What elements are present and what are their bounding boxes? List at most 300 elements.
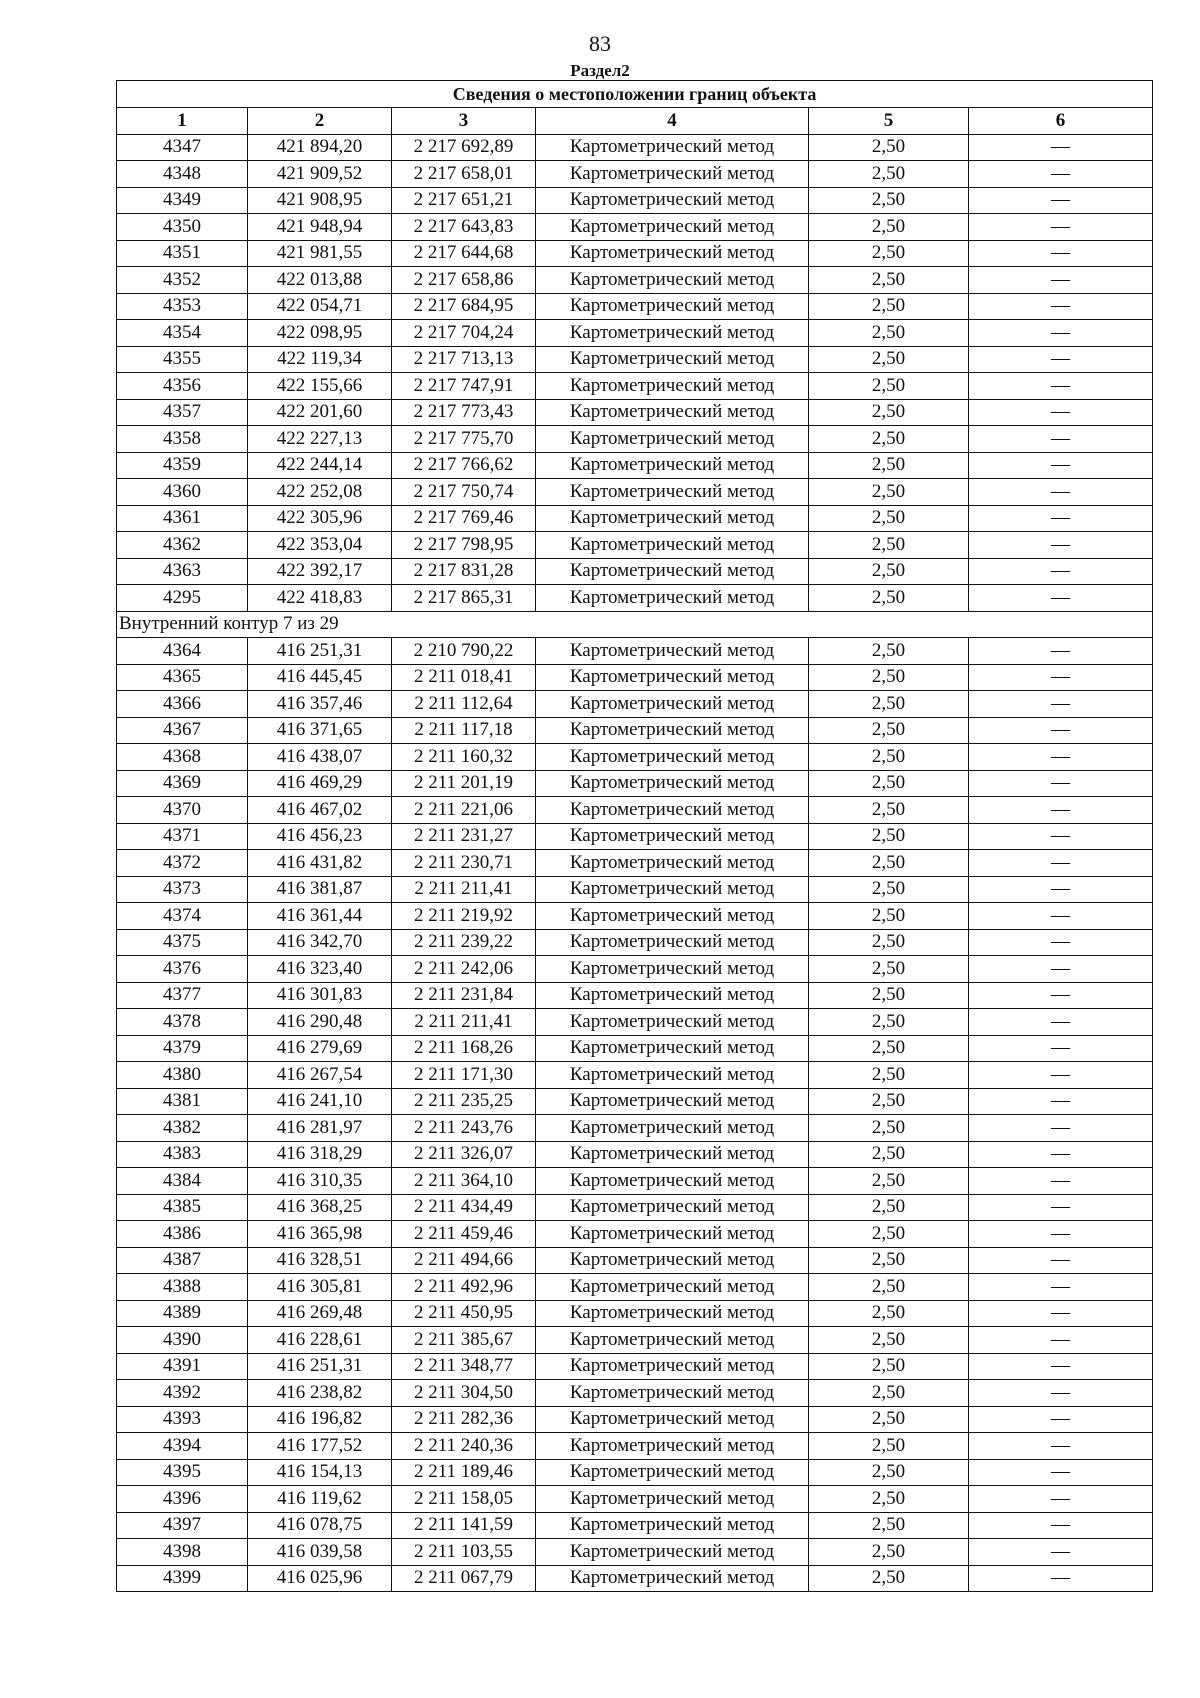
accuracy-cell: 2,50 [809, 161, 969, 188]
table-row [117, 1062, 1153, 1089]
method-cell: Картометрический метод [536, 929, 809, 956]
point-number-cell: 4364 [117, 638, 248, 665]
description-cell: — [969, 1221, 1153, 1248]
accuracy-cell: 2,50 [809, 293, 969, 320]
accuracy-cell: 2,50 [809, 585, 969, 612]
method-cell: Картометрический метод [536, 1433, 809, 1460]
method-cell: Картометрический метод [536, 320, 809, 347]
method-cell: Картометрический метод [536, 240, 809, 267]
coordinate-x-cell: 416 469,29 [248, 770, 392, 797]
table-row [117, 929, 1153, 956]
coordinate-y-cell: 2 211 221,06 [392, 797, 536, 824]
description-cell: — [969, 823, 1153, 850]
table-row [117, 585, 1153, 612]
coordinate-x-cell: 422 353,04 [248, 532, 392, 559]
accuracy-cell: 2,50 [809, 1168, 969, 1195]
table-row [117, 1565, 1153, 1592]
table-row [117, 1353, 1153, 1380]
coordinate-y-cell: 2 217 644,68 [392, 240, 536, 267]
point-number-cell: 4350 [117, 214, 248, 241]
table-row [117, 346, 1153, 373]
table-row [117, 903, 1153, 930]
description-cell: — [969, 585, 1153, 612]
coordinate-x-cell: 422 119,34 [248, 346, 392, 373]
coordinate-x-cell: 416 323,40 [248, 956, 392, 983]
accuracy-cell: 2,50 [809, 1353, 969, 1380]
coordinate-y-cell: 2 211 158,05 [392, 1486, 536, 1513]
coordinate-x-cell: 416 357,46 [248, 691, 392, 718]
table-row [117, 1380, 1153, 1407]
accuracy-cell: 2,50 [809, 1565, 969, 1592]
coordinate-y-cell: 2 211 141,59 [392, 1512, 536, 1539]
point-number-cell: 4390 [117, 1327, 248, 1354]
coordinate-x-cell: 416 251,31 [248, 1353, 392, 1380]
point-number-cell: 4362 [117, 532, 248, 559]
description-cell: — [969, 744, 1153, 771]
coordinate-y-cell: 2 211 240,36 [392, 1433, 536, 1460]
method-cell: Картометрический метод [536, 1512, 809, 1539]
method-cell: Картометрический метод [536, 638, 809, 665]
coordinate-x-cell: 416 154,13 [248, 1459, 392, 1486]
coordinate-x-cell: 422 305,96 [248, 505, 392, 532]
description-cell: — [969, 1035, 1153, 1062]
coordinate-y-cell: 2 211 304,50 [392, 1380, 536, 1407]
table-row [117, 1115, 1153, 1142]
description-cell: — [969, 558, 1153, 585]
method-cell: Картометрический метод [536, 1274, 809, 1301]
description-cell: — [969, 717, 1153, 744]
accuracy-cell: 2,50 [809, 1062, 969, 1089]
table-caption: Сведения о местоположении границ объекта [117, 81, 1153, 108]
description-cell: — [969, 1115, 1153, 1142]
table-row [117, 1247, 1153, 1274]
method-cell: Картометрический метод [536, 1141, 809, 1168]
accuracy-cell: 2,50 [809, 691, 969, 718]
coordinate-x-cell: 416 368,25 [248, 1194, 392, 1221]
coordinate-x-cell: 416 305,81 [248, 1274, 392, 1301]
coordinate-x-cell: 422 227,13 [248, 426, 392, 453]
description-cell: — [969, 399, 1153, 426]
point-number-cell: 4381 [117, 1088, 248, 1115]
coordinate-y-cell: 2 211 231,84 [392, 982, 536, 1009]
coordinate-y-cell: 2 217 684,95 [392, 293, 536, 320]
point-number-cell: 4367 [117, 717, 248, 744]
accuracy-cell: 2,50 [809, 452, 969, 479]
coordinate-x-cell: 416 445,45 [248, 664, 392, 691]
accuracy-cell: 2,50 [809, 823, 969, 850]
description-cell: — [969, 479, 1153, 506]
coordinate-y-cell: 2 211 067,79 [392, 1565, 536, 1592]
accuracy-cell: 2,50 [809, 267, 969, 294]
point-number-cell: 4349 [117, 187, 248, 214]
accuracy-cell: 2,50 [809, 1512, 969, 1539]
table-row [117, 373, 1153, 400]
description-cell: — [969, 293, 1153, 320]
point-number-cell: 4378 [117, 1009, 248, 1036]
method-cell: Картометрический метод [536, 1168, 809, 1195]
description-cell: — [969, 452, 1153, 479]
contour-label: Внутренний контур 7 из 29 [117, 611, 1153, 638]
description-cell: — [969, 956, 1153, 983]
accuracy-cell: 2,50 [809, 982, 969, 1009]
coordinate-x-cell: 421 981,55 [248, 240, 392, 267]
method-cell: Картометрический метод [536, 717, 809, 744]
method-cell: Картометрический метод [536, 1539, 809, 1566]
description-cell: — [969, 1194, 1153, 1221]
accuracy-cell: 2,50 [809, 1300, 969, 1327]
table-row [117, 426, 1153, 453]
coordinate-y-cell: 2 210 790,22 [392, 638, 536, 665]
accuracy-cell: 2,50 [809, 797, 969, 824]
table-row [117, 691, 1153, 718]
contour-row [117, 611, 1153, 638]
coordinate-x-cell: 416 281,97 [248, 1115, 392, 1142]
method-cell: Картометрический метод [536, 558, 809, 585]
method-cell: Картометрический метод [536, 1221, 809, 1248]
coordinate-y-cell: 2 211 243,76 [392, 1115, 536, 1142]
point-number-cell: 4351 [117, 240, 248, 267]
table-row [117, 240, 1153, 267]
accuracy-cell: 2,50 [809, 929, 969, 956]
accuracy-cell: 2,50 [809, 187, 969, 214]
point-number-cell: 4386 [117, 1221, 248, 1248]
description-cell: — [969, 187, 1153, 214]
accuracy-cell: 2,50 [809, 1194, 969, 1221]
coordinate-y-cell: 2 217 775,70 [392, 426, 536, 453]
description-cell: — [969, 1565, 1153, 1592]
method-cell: Картометрический метод [536, 346, 809, 373]
table-row [117, 1141, 1153, 1168]
column-number: 6 [969, 108, 1153, 135]
method-cell: Картометрический метод [536, 1115, 809, 1142]
point-number-cell: 4384 [117, 1168, 248, 1195]
description-cell: — [969, 1512, 1153, 1539]
accuracy-cell: 2,50 [809, 426, 969, 453]
point-number-cell: 4391 [117, 1353, 248, 1380]
coordinate-x-cell: 416 290,48 [248, 1009, 392, 1036]
point-number-cell: 4366 [117, 691, 248, 718]
accuracy-cell: 2,50 [809, 479, 969, 506]
accuracy-cell: 2,50 [809, 1009, 969, 1036]
table-row [117, 664, 1153, 691]
coordinate-y-cell: 2 211 211,41 [392, 876, 536, 903]
description-cell: — [969, 240, 1153, 267]
point-number-cell: 4377 [117, 982, 248, 1009]
table-row [117, 744, 1153, 771]
coordinate-y-cell: 2 211 168,26 [392, 1035, 536, 1062]
method-cell: Картометрический метод [536, 850, 809, 877]
coordinate-y-cell: 2 211 450,95 [392, 1300, 536, 1327]
method-cell: Картометрический метод [536, 1035, 809, 1062]
accuracy-cell: 2,50 [809, 1433, 969, 1460]
method-cell: Картометрический метод [536, 1459, 809, 1486]
table-row [117, 956, 1153, 983]
coordinate-x-cell: 416 241,10 [248, 1088, 392, 1115]
coordinate-x-cell: 416 438,07 [248, 744, 392, 771]
coordinate-x-cell: 416 228,61 [248, 1327, 392, 1354]
point-number-cell: 4353 [117, 293, 248, 320]
coordinate-y-cell: 2 211 189,46 [392, 1459, 536, 1486]
coordinate-x-cell: 416 238,82 [248, 1380, 392, 1407]
method-cell: Картометрический метод [536, 1009, 809, 1036]
coordinate-x-cell: 416 039,58 [248, 1539, 392, 1566]
coordinate-x-cell: 416 365,98 [248, 1221, 392, 1248]
table-row [117, 876, 1153, 903]
coordinate-x-cell: 422 201,60 [248, 399, 392, 426]
description-cell: — [969, 134, 1153, 161]
method-cell: Картометрический метод [536, 664, 809, 691]
coordinate-y-cell: 2 217 766,62 [392, 452, 536, 479]
point-number-cell: 4392 [117, 1380, 248, 1407]
method-cell: Картометрический метод [536, 1565, 809, 1592]
table-row [117, 638, 1153, 665]
accuracy-cell: 2,50 [809, 320, 969, 347]
coordinate-y-cell: 2 211 201,19 [392, 770, 536, 797]
description-cell: — [969, 1486, 1153, 1513]
method-cell: Картометрический метод [536, 585, 809, 612]
table-row [117, 1168, 1153, 1195]
description-cell: — [969, 691, 1153, 718]
table-row [117, 1486, 1153, 1513]
point-number-cell: 4376 [117, 956, 248, 983]
coordinate-y-cell: 2 217 704,24 [392, 320, 536, 347]
point-number-cell: 4375 [117, 929, 248, 956]
coordinate-y-cell: 2 211 282,36 [392, 1406, 536, 1433]
method-cell: Картометрический метод [536, 1247, 809, 1274]
coordinate-y-cell: 2 217 651,21 [392, 187, 536, 214]
table-row [117, 1459, 1153, 1486]
accuracy-cell: 2,50 [809, 373, 969, 400]
point-number-cell: 4363 [117, 558, 248, 585]
coordinate-x-cell: 421 909,52 [248, 161, 392, 188]
column-number: 1 [117, 108, 248, 135]
table-row [117, 850, 1153, 877]
point-number-cell: 4360 [117, 479, 248, 506]
table-row [117, 399, 1153, 426]
coordinate-y-cell: 2 211 494,66 [392, 1247, 536, 1274]
column-number-row [117, 108, 1153, 135]
point-number-cell: 4396 [117, 1486, 248, 1513]
method-cell: Картометрический метод [536, 1062, 809, 1089]
description-cell: — [969, 1300, 1153, 1327]
column-number: 3 [392, 108, 536, 135]
table-row [117, 770, 1153, 797]
column-number: 4 [536, 108, 809, 135]
point-number-cell: 4356 [117, 373, 248, 400]
table-row [117, 1035, 1153, 1062]
description-cell: — [969, 214, 1153, 241]
method-cell: Картометрический метод [536, 691, 809, 718]
coordinate-y-cell: 2 211 235,25 [392, 1088, 536, 1115]
point-number-cell: 4388 [117, 1274, 248, 1301]
method-cell: Картометрический метод [536, 797, 809, 824]
coordinate-y-cell: 2 211 211,41 [392, 1009, 536, 1036]
table-body [117, 134, 1153, 1592]
accuracy-cell: 2,50 [809, 1539, 969, 1566]
method-cell: Картометрический метод [536, 214, 809, 241]
method-cell: Картометрический метод [536, 479, 809, 506]
table-row [117, 293, 1153, 320]
table-row [117, 797, 1153, 824]
coordinate-y-cell: 2 217 658,01 [392, 161, 536, 188]
accuracy-cell: 2,50 [809, 1486, 969, 1513]
method-cell: Картометрический метод [536, 187, 809, 214]
coordinate-x-cell: 416 279,69 [248, 1035, 392, 1062]
coordinate-y-cell: 2 217 773,43 [392, 399, 536, 426]
coordinate-x-cell: 422 054,71 [248, 293, 392, 320]
coordinate-y-cell: 2 211 459,46 [392, 1221, 536, 1248]
method-cell: Картометрический метод [536, 1353, 809, 1380]
method-cell: Картометрический метод [536, 1300, 809, 1327]
method-cell: Картометрический метод [536, 134, 809, 161]
method-cell: Картометрический метод [536, 1406, 809, 1433]
table-row [117, 558, 1153, 585]
description-cell: — [969, 267, 1153, 294]
accuracy-cell: 2,50 [809, 134, 969, 161]
accuracy-cell: 2,50 [809, 717, 969, 744]
table-row [117, 1088, 1153, 1115]
coordinate-y-cell: 2 211 385,67 [392, 1327, 536, 1354]
description-cell: — [969, 1327, 1153, 1354]
method-cell: Картометрический метод [536, 1486, 809, 1513]
point-number-cell: 4359 [117, 452, 248, 479]
point-number-cell: 4389 [117, 1300, 248, 1327]
coordinate-x-cell: 416 078,75 [248, 1512, 392, 1539]
coordinate-y-cell: 2 217 692,89 [392, 134, 536, 161]
table-row [117, 267, 1153, 294]
accuracy-cell: 2,50 [809, 1035, 969, 1062]
point-number-cell: 4393 [117, 1406, 248, 1433]
coordinate-x-cell: 416 467,02 [248, 797, 392, 824]
method-cell: Картометрический метод [536, 903, 809, 930]
method-cell: Картометрический метод [536, 1327, 809, 1354]
table-row [117, 982, 1153, 1009]
point-number-cell: 4382 [117, 1115, 248, 1142]
method-cell: Картометрический метод [536, 399, 809, 426]
description-cell: — [969, 161, 1153, 188]
point-number-cell: 4370 [117, 797, 248, 824]
coordinate-x-cell: 416 301,83 [248, 982, 392, 1009]
description-cell: — [969, 850, 1153, 877]
point-number-cell: 4358 [117, 426, 248, 453]
boundary-coordinates-table [116, 80, 1153, 1592]
method-cell: Картометрический метод [536, 956, 809, 983]
coordinate-x-cell: 422 155,66 [248, 373, 392, 400]
table-row [117, 1194, 1153, 1221]
accuracy-cell: 2,50 [809, 638, 969, 665]
table-row [117, 479, 1153, 506]
method-cell: Картометрический метод [536, 373, 809, 400]
coordinate-y-cell: 2 211 348,77 [392, 1353, 536, 1380]
coordinate-x-cell: 422 252,08 [248, 479, 392, 506]
coordinate-y-cell: 2 217 713,13 [392, 346, 536, 373]
point-number-cell: 4369 [117, 770, 248, 797]
accuracy-cell: 2,50 [809, 1221, 969, 1248]
method-cell: Картометрический метод [536, 876, 809, 903]
column-number: 2 [248, 108, 392, 135]
coordinate-x-cell: 416 267,54 [248, 1062, 392, 1089]
point-number-cell: 4373 [117, 876, 248, 903]
description-cell: — [969, 1433, 1153, 1460]
point-number-cell: 4395 [117, 1459, 248, 1486]
point-number-cell: 4399 [117, 1565, 248, 1592]
point-number-cell: 4380 [117, 1062, 248, 1089]
coordinate-y-cell: 2 217 747,91 [392, 373, 536, 400]
point-number-cell: 4354 [117, 320, 248, 347]
point-number-cell: 4398 [117, 1539, 248, 1566]
coordinate-x-cell: 422 418,83 [248, 585, 392, 612]
table-row [117, 1539, 1153, 1566]
coordinate-x-cell: 416 361,44 [248, 903, 392, 930]
coordinate-x-cell: 422 244,14 [248, 452, 392, 479]
description-cell: — [969, 346, 1153, 373]
table-row [117, 823, 1153, 850]
coordinate-x-cell: 416 177,52 [248, 1433, 392, 1460]
description-cell: — [969, 1062, 1153, 1089]
method-cell: Картометрический метод [536, 744, 809, 771]
point-number-cell: 4357 [117, 399, 248, 426]
accuracy-cell: 2,50 [809, 240, 969, 267]
point-number-cell: 4361 [117, 505, 248, 532]
coordinate-y-cell: 2 211 219,92 [392, 903, 536, 930]
coordinate-y-cell: 2 211 018,41 [392, 664, 536, 691]
page-number: 83 [589, 31, 611, 56]
coordinate-x-cell: 416 196,82 [248, 1406, 392, 1433]
table-caption-row [117, 81, 1153, 108]
method-cell: Картометрический метод [536, 426, 809, 453]
coordinate-x-cell: 422 098,95 [248, 320, 392, 347]
accuracy-cell: 2,50 [809, 1247, 969, 1274]
coordinate-x-cell: 416 119,62 [248, 1486, 392, 1513]
accuracy-cell: 2,50 [809, 1141, 969, 1168]
description-cell: — [969, 1088, 1153, 1115]
accuracy-cell: 2,50 [809, 1380, 969, 1407]
table-row [117, 717, 1153, 744]
accuracy-cell: 2,50 [809, 532, 969, 559]
description-cell: — [969, 373, 1153, 400]
method-cell: Картометрический метод [536, 505, 809, 532]
coordinate-y-cell: 2 211 171,30 [392, 1062, 536, 1089]
accuracy-cell: 2,50 [809, 1459, 969, 1486]
accuracy-cell: 2,50 [809, 956, 969, 983]
description-cell: — [969, 505, 1153, 532]
table-row [117, 161, 1153, 188]
accuracy-cell: 2,50 [809, 876, 969, 903]
coordinate-x-cell: 422 392,17 [248, 558, 392, 585]
coordinate-y-cell: 2 217 750,74 [392, 479, 536, 506]
point-number-cell: 4394 [117, 1433, 248, 1460]
coordinate-y-cell: 2 211 160,32 [392, 744, 536, 771]
accuracy-cell: 2,50 [809, 1088, 969, 1115]
coordinate-y-cell: 2 217 831,28 [392, 558, 536, 585]
coordinate-x-cell: 416 342,70 [248, 929, 392, 956]
coordinate-y-cell: 2 211 103,55 [392, 1539, 536, 1566]
description-cell: — [969, 876, 1153, 903]
table-row [117, 1274, 1153, 1301]
method-cell: Картометрический метод [536, 1088, 809, 1115]
accuracy-cell: 2,50 [809, 346, 969, 373]
point-number-cell: 4385 [117, 1194, 248, 1221]
method-cell: Картометрический метод [536, 267, 809, 294]
method-cell: Картометрический метод [536, 293, 809, 320]
description-cell: — [969, 664, 1153, 691]
table-row [117, 187, 1153, 214]
table-row [117, 505, 1153, 532]
description-cell: — [969, 532, 1153, 559]
point-number-cell: 4365 [117, 664, 248, 691]
description-cell: — [969, 929, 1153, 956]
coordinate-x-cell: 421 894,20 [248, 134, 392, 161]
